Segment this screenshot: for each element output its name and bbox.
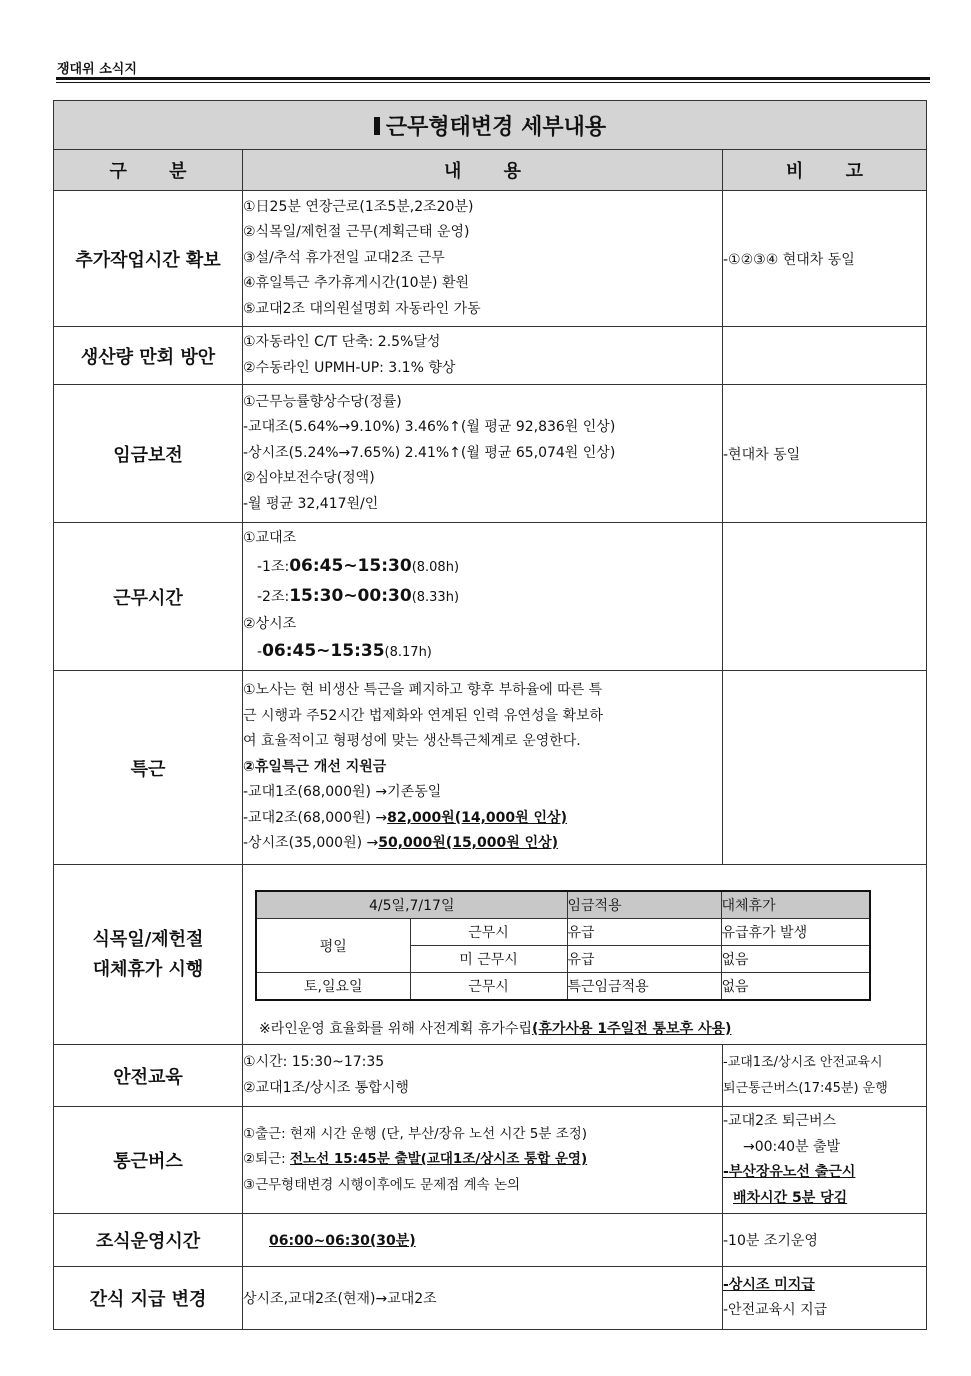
row-category: 안전교육 xyxy=(54,1045,243,1107)
content-line: 06:00~06:30(30분) xyxy=(269,1233,416,1249)
content-line xyxy=(243,552,722,582)
table-title-text: 근무형태변경 세부내용 xyxy=(385,114,607,140)
row-content xyxy=(243,1267,723,1330)
work-schedule-table xyxy=(53,100,927,1330)
title-bullet-icon xyxy=(374,117,380,135)
note-line: →00:40분 출발 xyxy=(743,1138,841,1155)
note-line: 배차시간 5분 당김 xyxy=(733,1189,848,1206)
header-rule xyxy=(56,77,930,80)
line-prefix: -교대2조(68,000원) → xyxy=(243,809,388,826)
newsletter-header: 쟁대위 소식지 xyxy=(57,62,137,77)
line-prefix: -상시조(35,000원) → xyxy=(243,835,379,852)
table-row xyxy=(54,327,927,385)
content-line: 상시조,교대2조(현재)→교대2조 xyxy=(243,1291,437,1307)
note-line: 퇴근통근버스(17:45분) 운행 xyxy=(723,1080,888,1096)
holiday-table-cell: 유급 xyxy=(567,946,721,973)
column-header-content: 내 용 xyxy=(243,150,723,191)
row-content xyxy=(243,865,927,1045)
row-content xyxy=(243,523,723,671)
row-content xyxy=(243,1045,723,1107)
table-row xyxy=(54,385,927,523)
table-row xyxy=(54,865,927,1045)
table-row xyxy=(54,1107,927,1214)
row-note: -①②③④ 현대차 동일 xyxy=(723,191,927,327)
table-row xyxy=(54,191,927,327)
content-line: ②수동라인 UPMH-UP: 3.1% 향상 xyxy=(243,359,456,376)
row-content xyxy=(243,191,723,327)
content-line: ①근무능률향상수당(정률) xyxy=(243,393,402,410)
table-title xyxy=(54,101,927,150)
holiday-table-header: 임금적용 xyxy=(567,891,721,919)
row-content xyxy=(243,1107,723,1214)
note-line: -교대1조/상시조 안전교육시 xyxy=(723,1055,883,1070)
category-line: 식목일/제헌절 xyxy=(92,928,204,950)
content-line: ②심야보전수당(정액) xyxy=(243,470,375,487)
column-header-category: 구 분 xyxy=(54,150,243,191)
content-line: ①자동라인 C/T 단축: 2.5%달성 xyxy=(243,334,441,350)
footnote-text: ※라인운영 효율화를 위해 사전계획 휴가수립 xyxy=(259,1021,532,1037)
content-line xyxy=(243,637,722,667)
holiday-table-cell: 유급 xyxy=(567,919,721,946)
content-line xyxy=(243,831,722,857)
content-line: ②상시조 xyxy=(243,615,297,632)
row-category xyxy=(54,865,243,1045)
content-line: ③설/추석 휴가전일 교대2조 근무 xyxy=(243,249,445,266)
shift-hours: (8.33h) xyxy=(411,589,460,605)
content-line: ①시간: 15:30~17:35 xyxy=(243,1054,385,1070)
row-category: 간식 지급 변경 xyxy=(54,1267,243,1330)
note-line: -안전교육시 지급 xyxy=(723,1302,828,1318)
content-line: ②휴일특근 개선 지원금 xyxy=(243,758,387,775)
content-line: 여 효율적이고 형평성에 맞는 생산특근체계로 운영한다. xyxy=(243,733,581,750)
highlight-amount: 50,000원(15,000원 인상) xyxy=(378,835,559,852)
note-line: -교대2조 퇴근버스 xyxy=(723,1113,837,1129)
holiday-table-cell: 없음 xyxy=(721,946,870,973)
content-line: 근 시행과 주52시간 법제화와 연계된 인력 유연성을 확보하 xyxy=(243,707,604,724)
content-line: ①日25분 연장근로(1조5분,2조20분) xyxy=(243,198,474,215)
row-note xyxy=(723,523,927,671)
highlight-amount: 82,000원(14,000원 인상) xyxy=(387,809,567,826)
holiday-table-cell: 평일 xyxy=(256,919,410,973)
content-line xyxy=(243,806,722,832)
row-category: 생산량 만회 방안 xyxy=(54,327,243,385)
holiday-table-header: 대체휴가 xyxy=(721,891,870,919)
content-line: -월 평균 32,417원/인 xyxy=(243,495,379,512)
content-line xyxy=(243,582,722,612)
shift-time: 15:30~00:30 xyxy=(289,585,412,606)
note-line: -상시조 미지급 xyxy=(723,1276,815,1293)
shift-label: -1조: xyxy=(257,558,290,575)
row-content xyxy=(243,327,723,385)
shift-time: 06:45~15:35 xyxy=(262,641,385,661)
category-line: 대체휴가 시행 xyxy=(92,958,204,980)
content-line: ②교대1조/상시조 통합시행 xyxy=(243,1079,409,1096)
content-line: ③근무형태변경 시행이후에도 문제점 계속 논의 xyxy=(243,1176,521,1193)
line-prefix: ②퇴근: xyxy=(243,1151,291,1168)
content-line xyxy=(243,1147,722,1173)
highlight-schedule: 전노선 15:45분 출발(교대1조/상시조 통합 운영) xyxy=(290,1151,588,1168)
shift-time: 06:45~15:30 xyxy=(289,555,412,576)
table-row xyxy=(54,523,927,671)
row-note: -현대차 동일 xyxy=(723,385,927,523)
shift-hours: (8.08h) xyxy=(411,559,460,575)
row-category: 임금보전 xyxy=(54,385,243,523)
holiday-table-cell: 근무시 xyxy=(410,973,567,1001)
shift-hours: (8.17h) xyxy=(384,645,432,660)
row-category: 조식운영시간 xyxy=(54,1214,243,1267)
row-note xyxy=(723,1267,927,1330)
content-line: ②식목일/제헌절 근무(계획근태 운영) xyxy=(243,224,470,241)
content-line: ⑤교대2조 대의원설명회 자동라인 가동 xyxy=(243,300,481,317)
content-line: ①노사는 현 비생산 특근을 폐지하고 향후 부하율에 따른 특 xyxy=(243,682,603,699)
row-content xyxy=(243,385,723,523)
holiday-footnote xyxy=(243,1017,926,1043)
header-rule-thin xyxy=(56,82,930,83)
content-line: ①교대조 xyxy=(243,530,297,546)
holiday-table-cell: 토,일요일 xyxy=(256,973,410,1001)
holiday-table-cell: 근무시 xyxy=(410,919,567,946)
row-note: -10분 조기운영 xyxy=(723,1214,927,1267)
content-line: -상시조(5.24%→7.65%) 2.41%↑(월 평균 65,074원 인상) xyxy=(243,444,616,461)
row-note xyxy=(723,1045,927,1107)
table-row xyxy=(54,1045,927,1107)
content-line: -교대조(5.64%→9.10%) 3.46%↑(월 평균 92,836원 인상) xyxy=(243,419,616,436)
content-line: ④휴일특근 추가휴게시간(10분) 환원 xyxy=(243,275,470,292)
row-content xyxy=(243,671,723,865)
footnote-emphasis: (휴가사용 1주일전 통보후 사용) xyxy=(531,1021,732,1037)
holiday-table-cell: 미 근무시 xyxy=(410,946,567,973)
row-category: 통근버스 xyxy=(54,1107,243,1214)
row-category: 근무시간 xyxy=(54,523,243,671)
table-row xyxy=(54,1214,927,1267)
holiday-table-header: 4/5일,7/17일 xyxy=(256,891,567,919)
column-header-note: 비 고 xyxy=(723,150,927,191)
content-line: ①출근: 현재 시간 운행 (단, 부산/장유 노선 시간 5분 조정) xyxy=(243,1125,588,1142)
row-note xyxy=(723,327,927,385)
holiday-table-cell: 없음 xyxy=(721,973,870,1001)
holiday-table-cell: 유급휴가 발생 xyxy=(721,919,870,946)
shift-label: -2조: xyxy=(257,588,290,605)
row-note xyxy=(723,671,927,865)
table-row xyxy=(54,671,927,865)
row-note xyxy=(723,1107,927,1214)
row-category: 추가작업시간 확보 xyxy=(54,191,243,327)
note-line: -부산장유노선 출근시 xyxy=(723,1164,856,1180)
content-line: -교대1조(68,000원) →기존동일 xyxy=(243,784,442,801)
row-content xyxy=(243,1214,723,1267)
row-category: 특근 xyxy=(54,671,243,865)
table-row xyxy=(54,1267,927,1330)
holiday-table xyxy=(255,890,871,1001)
holiday-table-cell: 특근임금적용 xyxy=(567,973,721,1001)
shift-label: - xyxy=(257,644,263,660)
